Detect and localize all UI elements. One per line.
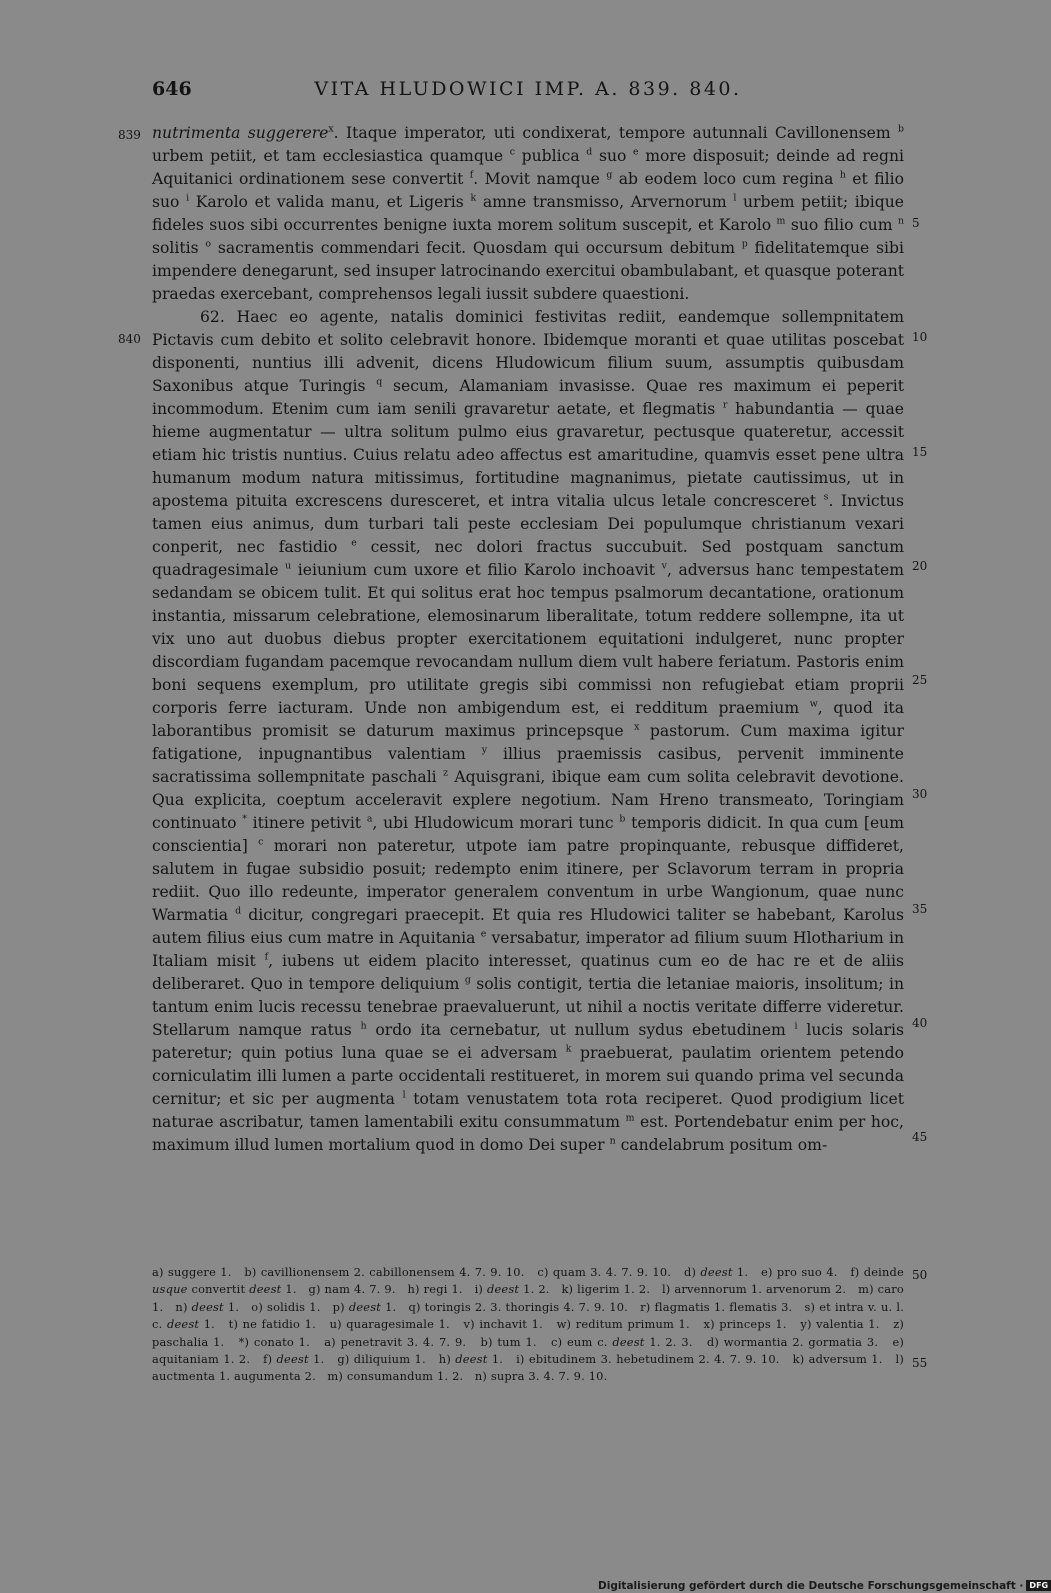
critical-apparatus: a) suggere 1. b) cavillionensem 2. cabillonensem 4. 7. 9. 10. c) quam 3. 4. 7. 9. 10. d) deest 1. e) pro suo 4. f) deinde usque convertit deest 1. g) nam 4. 7. 9. h) regi 1. i) deest 1. 2. k) ligerim 1. 2. l) arvennorum 1. arvenorum 2. m) caro 1. n) deest 1. o) solidis 1. p) deest 1. q) toringis 2. 3. thoringis 4. 7. 9. 10. r) flagmatis 1. flematis 3. s) et intra v. u. l. c. deest 1. t) ne fatidio 1. u) quaragesimale 1. v) inchavit 1. w) reditum primum 1. x) princeps 1. y) valentia 1. z) paschalia 1. *) conato 1. a) penetravit 3. 4. 7. 9. b) tum 1. c) eum c. deest 1. 2. 3. d) wormantia 2. gormatia 3. e) aquitaniam 1. 2. f) deest 1. g) diliquium 1. h) deest 1. i) ebitudinem 3. hebetudinem 2. 4. 7. 9. 10. k) adversum 1. l) auctmenta 1. augumenta 2. m) consumandum 1. 2. n) supra 3. 4. 7. 9. 10. xyxy=(152,1265,905,1384)
line-number-20: 20 xyxy=(912,559,928,573)
dfg-logo: DFG xyxy=(1026,1580,1051,1591)
line-number-25: 25 xyxy=(912,673,928,687)
line-number-40: 40 xyxy=(912,1016,928,1030)
funding-footer xyxy=(598,1579,1051,1593)
line-number-45: 45 xyxy=(912,1130,928,1144)
line-number-30: 30 xyxy=(912,787,928,801)
line-number-35: 35 xyxy=(912,902,928,916)
paragraph-62: 62. Haec eo agente, natalis dominici festivitas rediit, eandemque sollempnitatem Pictavis cum debito et solito celebravit honore. Ibidemque moranti et quae utilitas poscebat disponenti, nuntius illi advenit, dicens Hludowicum filium suum, assumptis quibusdam Saxonibus atque Turingis $^q$ secum, Alamaniam invasisse. Quae res maximum ei peperit incommodum. Etenim cum iam senili gravaretur aetate, et flegmatis $^r$ habundantia — quae hieme augmentatur — ultra solitum pulmo eius gravaretur, pectusque quateretur, accessit etiam hic tristis nuntius. Cuius relatu adeo affectus est amaritudine, quamvis esset pene ultra humanum modum natura mitissimus, fortitudine magnanimus, pietate cautissimus, ut in apostema pituita excrescens duresceret, et intra vitalia ulcus letale concresceret $^s$. Invictus tamen eius animus, dum turbari tali peste ecclesiam Dei populumque christianum vexari conperit, nec fastidio $^e$ cessit, nec dolori fractus succubuit. Sed postquam sanctum quadragesimale $^u$ ieiunium cum uxore et filio Karolo inchoavit $^v$, adversus hanc tempestatem sedandam se obicem tulit. Et qui solitus erat hoc tempus psalmorum decantatione, orationum instantia, missarum celebratione, elemosinarum liberalitate, totum reddere sollempne, ita ut vix uno aut duobus diebus propter exercitationem equitationi indulgeret, nunc propter discordiam fugandam pacemque revocandam nullum diem vult habere feriatum. Pastoris enim boni sequens exemplum, pro utilitate gregis sibi commissi non refugiebat etiam proprii corporis ferre iacturam. Unde non ambigendum est, ei redditum praemium $^w$, quod ita laborantibus promisit se daturum maximus princepsque $^x$ pastorum. Cum maxima igitur fatigatione, inpugnantibus valentiam $^y$ illius praemissis casibus, pervenit imminente sacratissima sollempnitate paschali $^z$ Aquisgrani, ibique eam cum solita celebravit devotione. Qua explicita, coeptum acceleravit explere negotium. Nam Hreno transmeato, Toringiam continuato * itinere petivit $^a$, ubi Hludowicum morari tunc $^b$ temporis didicit. In qua cum [eum conscientia] $^c$ morari non pateretur, utpote iam patre propinquante, rebusque diffideret, salutem in fugae subsidio posuit; redempto enim itinere, per Sclavorum terram in propria rediit. Quo illo redeunte, imperator generalem conventum in urbe Wangionum, quae nunc Warmatia $^d$ dicitur, congregari praecepit. Et quia res Hludowici taliter se habebant, Karolus autem filius eius cum matre in Aquitania $^e$ versabatur, imperator ad filium suum Hlotharium in Italiam misit $^f$, iubens ut eidem placito interesset, quatinus cum eo de hac re et de aliis deliberaret. Quo in tempore deliquium $^g$ solis contigit, tertia die letaniae maioris, insolitum; in tantum enim lucis recessu tenebrae praevaluerunt, ut nihil a noctis veritate differre videretur. Stellarum namque ratus $^h$ ordo ita cernebatur, ut nullum sydus ebetudinem $^i$ lucis solaris pateretur; quin potius luna quae se ei adversam $^k$ praebuerat, paulatim orientem petendo corniculatim illi lumen a parte occidentali restitueret, in morem sui quando prima vel secunda cernitur; et sic per augmenta $^l$ totam venustatem tota rota reciperet. Quod prodigium licet naturae ascribatur, tamen lamentabili exitu consummatum $^m$ est. Portendebatur enim per hoc, maximum illud lumen mortalium quod in domo Dei super $^n$ candelabrum positum om- xyxy=(152,308,905,1154)
line-number-10: 10 xyxy=(912,330,928,344)
funding-notice: Digitalisierung gefördert durch die Deutsche Forschungsgemeinschaft · xyxy=(598,1580,1024,1592)
line-number-50: 50 xyxy=(912,1268,928,1282)
line-number-55: 55 xyxy=(912,1356,928,1370)
running-title: VITA HLUDOWICI IMP. A. 839. 840. xyxy=(314,78,742,100)
paragraph-61: nutrimenta suggerere$^x$. Itaque imperator, uti condixerat, tempore autunnali Cavillonensem $^b$ urbem petiit, et tam ecclesiastica quamque $^c$ publica $^d$ suo $^e$ more disposuit; deinde ad regni Aquitanici ordinationem sese convertit $^f$. Movit namque $^g$ ab eodem loco cum regina $^h$ et filio suo $^i$ Karolo et valida manu, et Ligeris $^k$ amne transmisso, Arvernorum $^l$ urbem petiit; ibique fideles suos sibi occurrentes benigne iuxta morem solitum suscepit, et Karolo $^m$ suo filio cum $^n$ solitis $^o$ sacramentis commendari fecit. Quosdam qui occursum debitum $^p$ fidelitatemque sibi impendere denegarunt, sed insuper latrocinando exercitui obambulabant, et quasque poterant praedas exercebant, comprehensos legali iussit subdere quaestioni. xyxy=(152,123,905,303)
line-number-15: 15 xyxy=(912,445,928,459)
main-text xyxy=(152,122,904,1157)
page-number: 646 xyxy=(152,78,192,100)
margin-year-840: 840 xyxy=(118,332,141,346)
margin-year-839: 839 xyxy=(118,128,141,142)
running-header xyxy=(152,78,904,108)
line-number-5: 5 xyxy=(912,216,920,230)
